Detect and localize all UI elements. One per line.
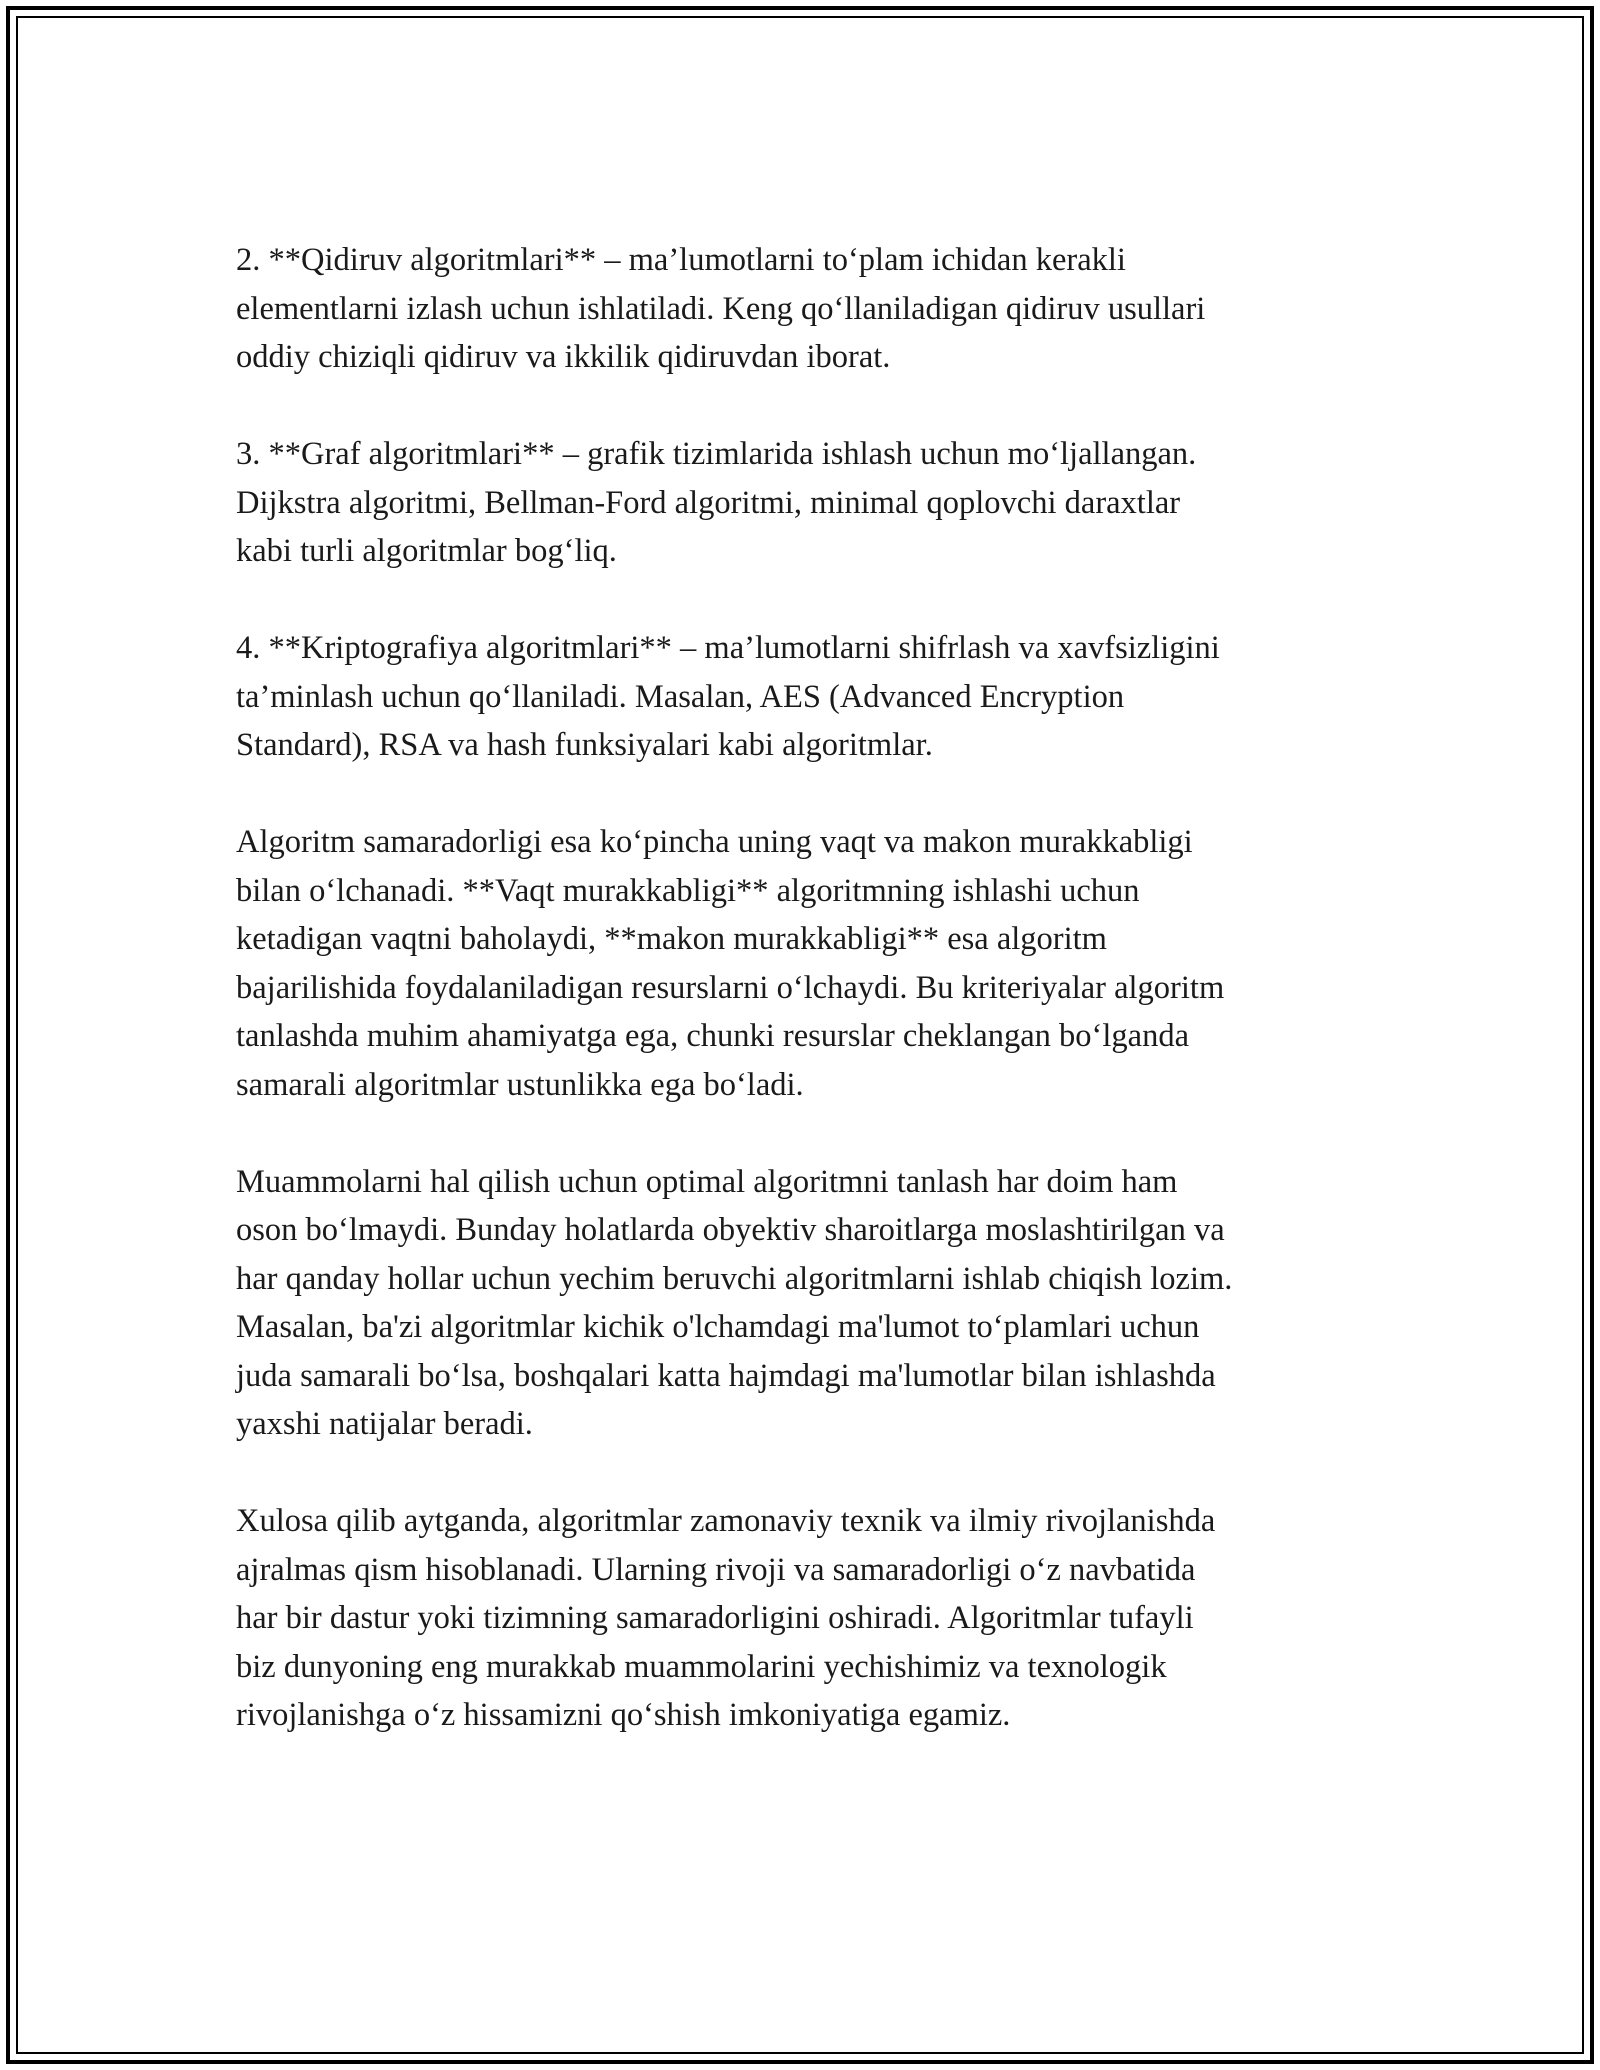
text-line: ketadigan vaqtni baholaydi, **makon murakkabligi** esa algoritm bbox=[236, 921, 1107, 957]
text-line: 4. **Kriptografiya algoritmlari** – ma’lumotlarni shifrlash va xavfsizligini bbox=[236, 630, 1220, 666]
text-line: Dijkstra algoritmi, Bellman-Ford algoritmi, minimal qoplovchi daraxtlar bbox=[236, 484, 1181, 521]
text-line: Algoritm samaradorligi esa ko‘pincha uning vaqt va makon murakkabligi bbox=[236, 824, 1193, 860]
paragraph-optimal-algorithm-choice bbox=[236, 1158, 1366, 1449]
text-line: bajarilishida foydalaniladigan resurslarni o‘lchaydi. Bu kriteriyalar algoritm bbox=[236, 969, 1225, 1006]
paragraph-search-algorithms bbox=[236, 236, 1366, 382]
text-line: ajralmas qism hisoblanadi. Ularning rivoji va samaradorligi o‘z navbatida bbox=[236, 1551, 1196, 1588]
text-line: har bir dastur yoki tizimning samaradorligini oshiradi. Algoritmlar tufayli bbox=[236, 1600, 1194, 1636]
text-line: samarali algoritmlar ustunlikka ega bo‘ladi. bbox=[236, 1066, 804, 1103]
text-line: oddiy chiziqli qidiruv va ikkilik qidiruvdan iborat. bbox=[236, 339, 891, 375]
text-line: Xulosa qilib aytganda, algoritmlar zamonaviy texnik va ilmiy rivojlanishda bbox=[236, 1503, 1216, 1539]
text-line: har qanday hollar uchun yechim beruvchi algoritmlarni ishlab chiqish lozim. bbox=[236, 1260, 1233, 1297]
text-line: Muammolarni hal qilish uchun optimal algoritmni tanlash har doim ham bbox=[236, 1163, 1178, 1200]
text-line: oson bo‘lmaydi. Bunday holatlarda obyektiv sharoitlarga moslashtirilgan va bbox=[236, 1212, 1225, 1248]
text-line: 3. **Graf algoritmlari** – grafik tizimlarida ishlash uchun mo‘ljallangan. bbox=[236, 436, 1197, 472]
text-line: ta’minlash uchun qo‘llaniladi. Masalan, AES (Advanced Encryption bbox=[236, 678, 1125, 715]
text-line: Masalan, ba'zi algoritmlar kichik o'lchamdagi ma'lumot to‘plamlari uchun bbox=[236, 1309, 1200, 1345]
paragraph-cryptography-algorithms bbox=[236, 624, 1366, 770]
text-line: Standard), RSA va hash funksiyalari kabi algoritmlar. bbox=[236, 727, 933, 763]
paragraph-conclusion bbox=[236, 1497, 1366, 1740]
text-line: bilan o‘lchanadi. **Vaqt murakkabligi** algoritmning ishlashi uchun bbox=[236, 872, 1140, 909]
text-line: elementlarni izlash uchun ishlatiladi. Keng qo‘llaniladigan qidiruv usullari bbox=[236, 290, 1206, 327]
text-line: tanlashda muhim ahamiyatga ega, chunki resurslar cheklangan bo‘lganda bbox=[236, 1018, 1189, 1054]
text-line: kabi turli algoritmlar bog‘liq. bbox=[236, 533, 617, 569]
text-line: rivojlanishga o‘z hissamizni qo‘shish imkoniyatiga egamiz. bbox=[236, 1697, 1011, 1733]
text-line: biz dunyoning eng murakkab muammolarini yechishimiz va texnologik bbox=[236, 1648, 1167, 1685]
document-body bbox=[236, 236, 1366, 1788]
text-line: juda samarali bo‘lsa, boshqalari katta hajmdagi ma'lumotlar bilan ishlashda bbox=[236, 1357, 1216, 1394]
paragraph-algorithm-efficiency bbox=[236, 818, 1366, 1109]
text-line: yaxshi natijalar beradi. bbox=[236, 1406, 533, 1442]
text-line: 2. **Qidiruv algoritmlari** – ma’lumotlarni to‘plam ichidan kerakli bbox=[236, 242, 1126, 278]
paragraph-graph-algorithms bbox=[236, 430, 1366, 576]
